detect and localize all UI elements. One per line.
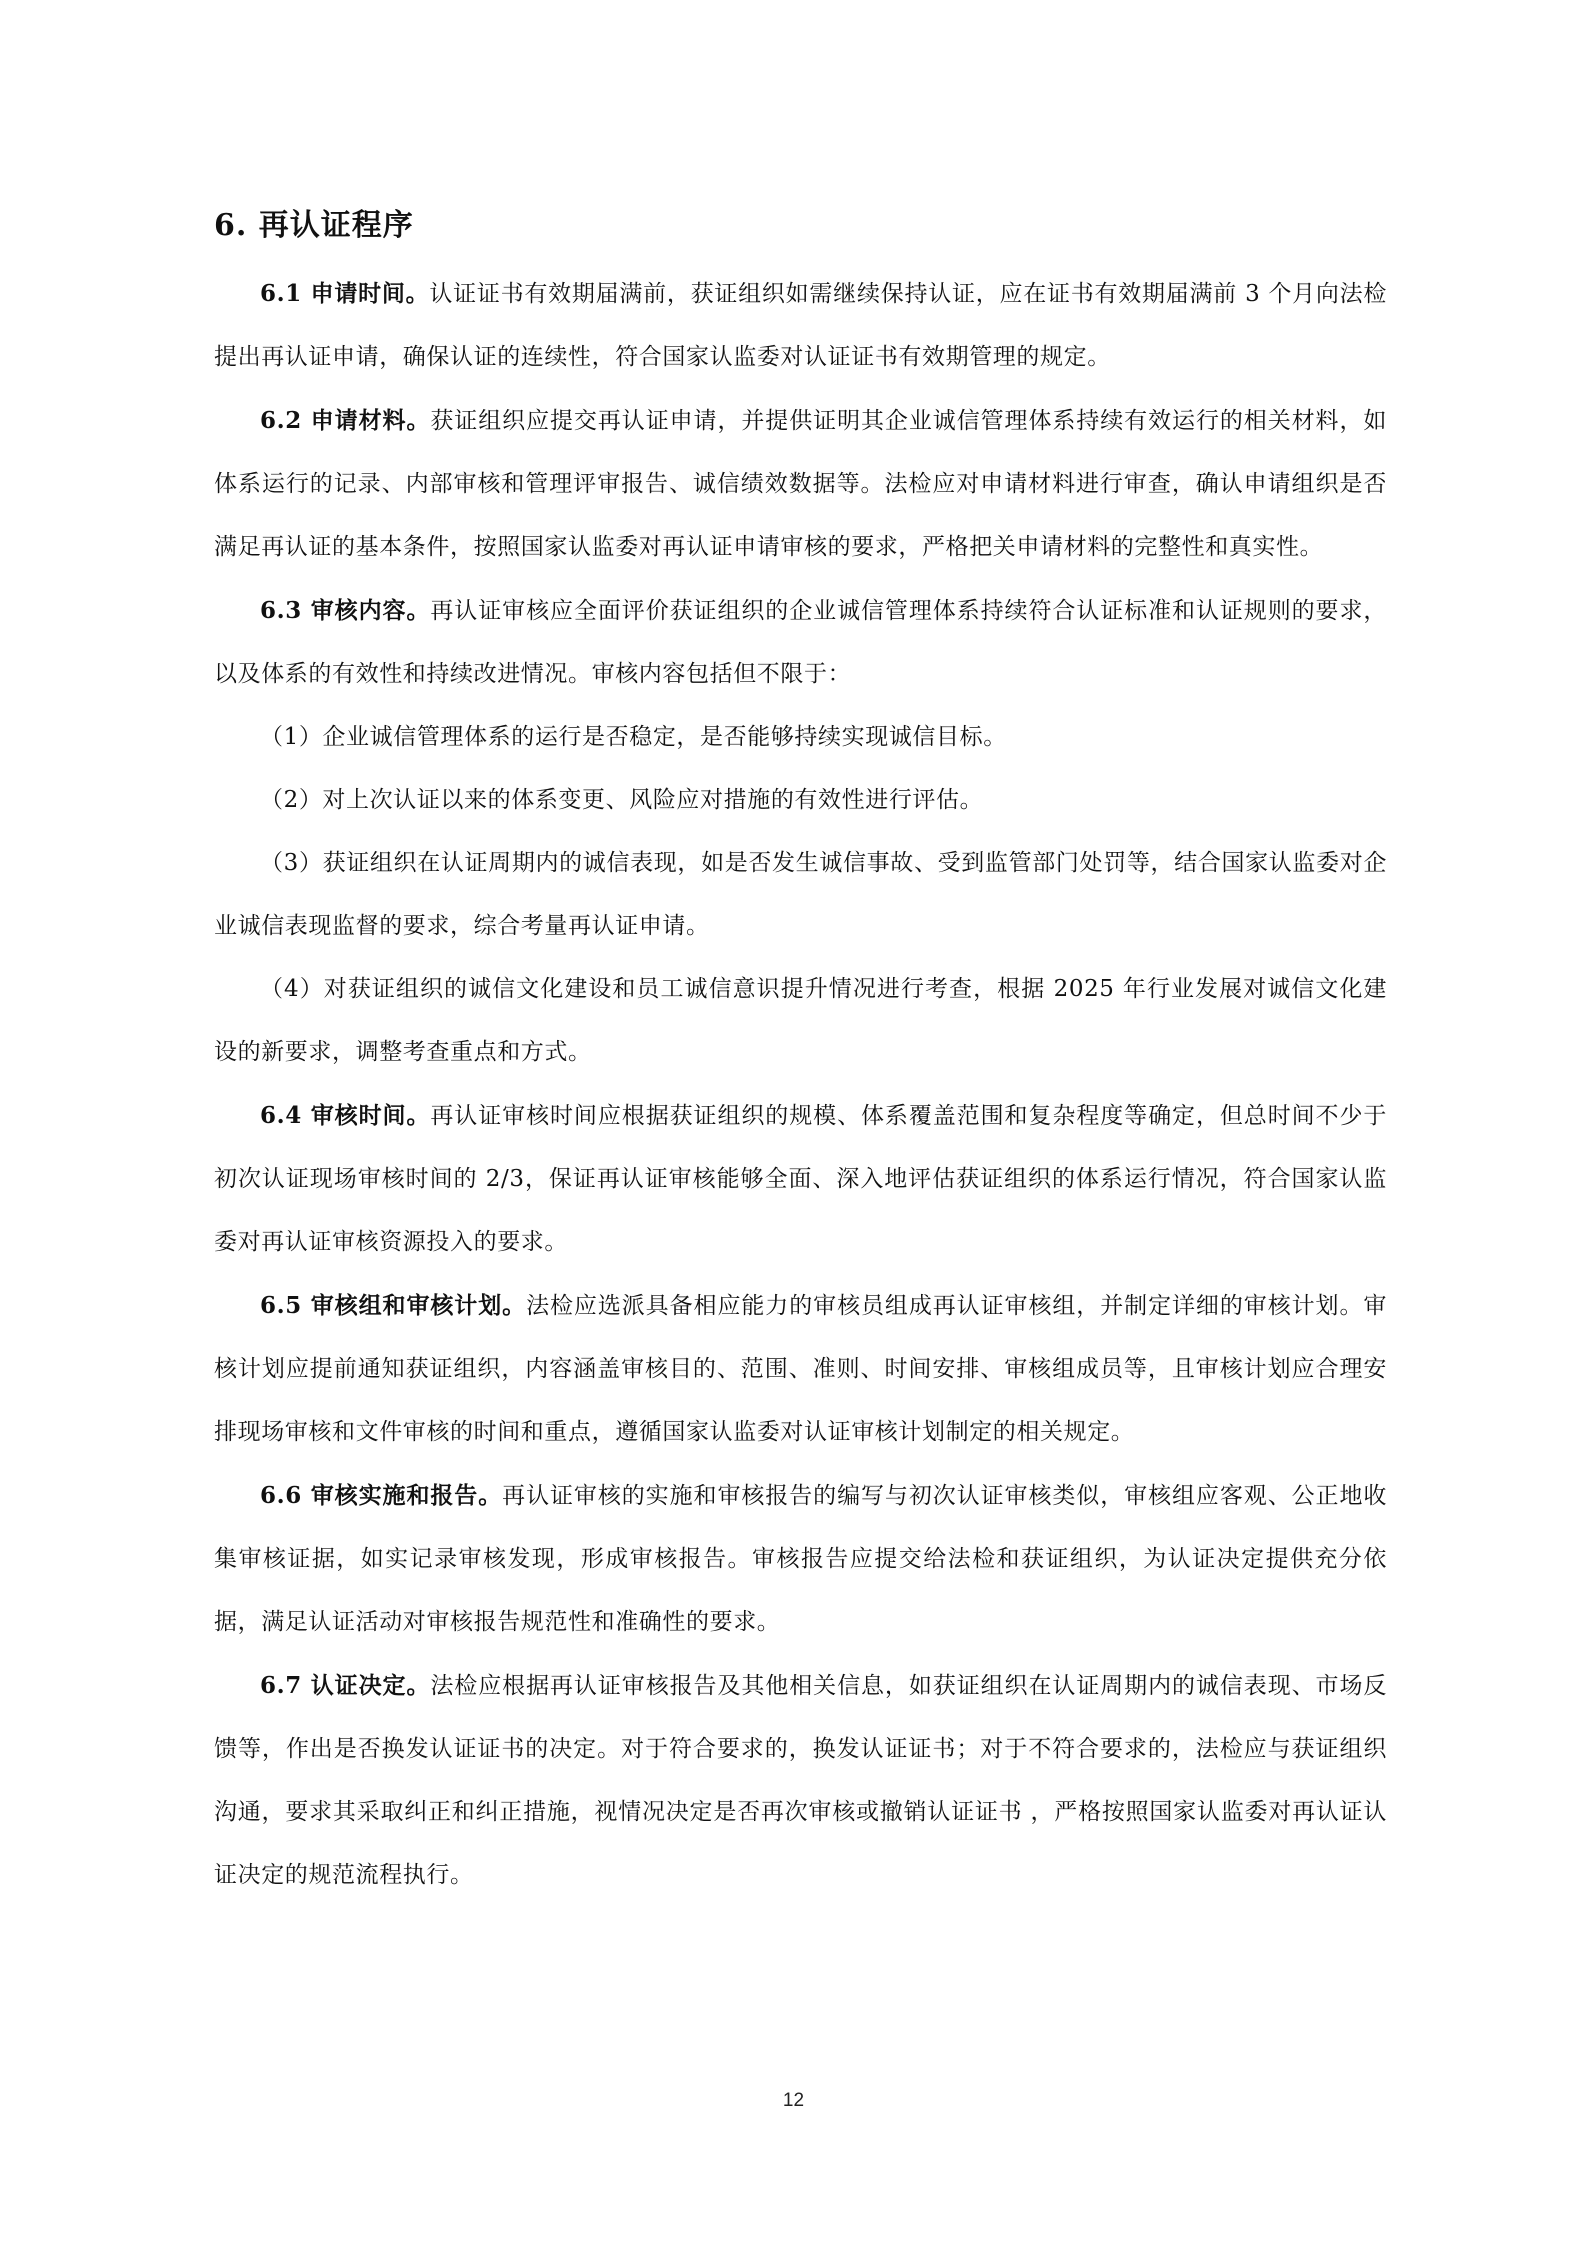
paragraph-6-6: [214, 1464, 1387, 1654]
document-body: [214, 200, 1387, 1907]
paragraph-6-2: [214, 389, 1387, 579]
paragraph-lead: 6.1 申请时间。: [260, 280, 430, 307]
paragraph-text: 法检应根据再认证审核报告及其他相关信息，如获证组织在认证周期内的诚信表现、市场反馈等，作出是否换发认证证书的决定。对于符合要求的，换发认证证书；对于不符合要求的，法检应与获证组织沟通，要求其采取纠正和纠正措施，视情况决定是否再次审核或撤销认证证书 ，严格按照国家认监委对再认证认证决定的规范流程执行。: [214, 1673, 1388, 1888]
paragraph-text: 再认证审核的实施和审核报告的编写与初次认证审核类似，审核组应客观、公正地收集审核证据，如实记录审核发现，形成审核报告。审核报告应提交给法检和获证组织，为认证决定提供充分依据，满足认证活动对审核报告规范性和准确性的要求。: [214, 1483, 1387, 1635]
section-title: 6. 再认证程序: [214, 208, 414, 243]
paragraph-lead: 6.3 审核内容。: [260, 597, 431, 624]
paragraph-lead: 6.2 申请材料。: [260, 407, 431, 434]
paragraph-text: 再认证审核应全面评价获证组织的企业诚信管理体系持续符合认证标准和认证规则的要求，以及体系的有效性和持续改进情况。审核内容包括但不限于：: [214, 598, 1388, 687]
paragraph-6-7: [214, 1654, 1387, 1907]
list-item-4: （4）对获证组织的诚信文化建设和员工诚信意识提升情况进行考查，根据 2025 年行业发展对诚信文化建设的新要求，调整考查重点和方式。: [214, 976, 1387, 1065]
list-item-2: （2）对上次认证以来的体系变更、风险应对措施的有效性进行评估。: [260, 787, 984, 813]
paragraph-text: 获证组织应提交再认证申请，并提供证明其企业诚信管理体系持续有效运行的相关材料，如体系运行的记录、内部审核和管理评审报告、诚信绩效数据等。法检应对申请材料进行审查，确认申请组织是否满足再认证的基本条件，按照国家认监委对再认证申请审核的要求，严格把关申请材料的完整性和真实性。: [214, 408, 1388, 560]
page-number: 12: [782, 2090, 805, 2111]
paragraph-lead: 6.4 审核时间。: [260, 1102, 431, 1129]
list-item-3: （3）获证组织在认证周期内的诚信表现，如是否发生诚信事故、受到监管部门处罚等，结合国家认监委对企业诚信表现监督的要求，综合考量再认证申请。: [214, 850, 1387, 939]
paragraph-lead: 6.6 审核实施和报告。: [260, 1482, 503, 1509]
paragraph-text: 认证证书有效期届满前，获证组织如需继续保持认证，应在证书有效期届满前 3 个月向法检提出再认证申请，确保认证的连续性，符合国家认监委对认证证书有效期管理的规定。: [214, 281, 1387, 370]
paragraph-6-3: [214, 579, 1387, 706]
list-item-1: （1）企业诚信管理体系的运行是否稳定，是否能够持续实现诚信目标。: [260, 724, 1007, 750]
paragraph-6-1: [214, 262, 1387, 389]
paragraph-text: 法检应选派具备相应能力的审核员组成再认证审核组，并制定详细的审核计划。审核计划应提前通知获证组织，内容涵盖审核目的、范围、准则、时间安排、审核组成员等，且审核计划应合理安排现场审核和文件审核的时间和重点，遵循国家认监委对认证审核计划制定的相关规定。: [214, 1293, 1387, 1445]
paragraph-6-5: [214, 1274, 1387, 1464]
paragraph-6-4: [214, 1084, 1387, 1274]
paragraph-text: 再认证审核时间应根据获证组织的规模、体系覆盖范围和复杂程度等确定，但总时间不少于初次认证现场审核时间的 2/3，保证再认证审核能够全面、深入地评估获证组织的体系运行情况，符合国家认监委对再认证审核资源投入的要求。: [214, 1103, 1388, 1255]
paragraph-lead: 6.5 审核组和审核计划。: [260, 1292, 527, 1319]
paragraph-lead: 6.7 认证决定。: [260, 1672, 431, 1699]
